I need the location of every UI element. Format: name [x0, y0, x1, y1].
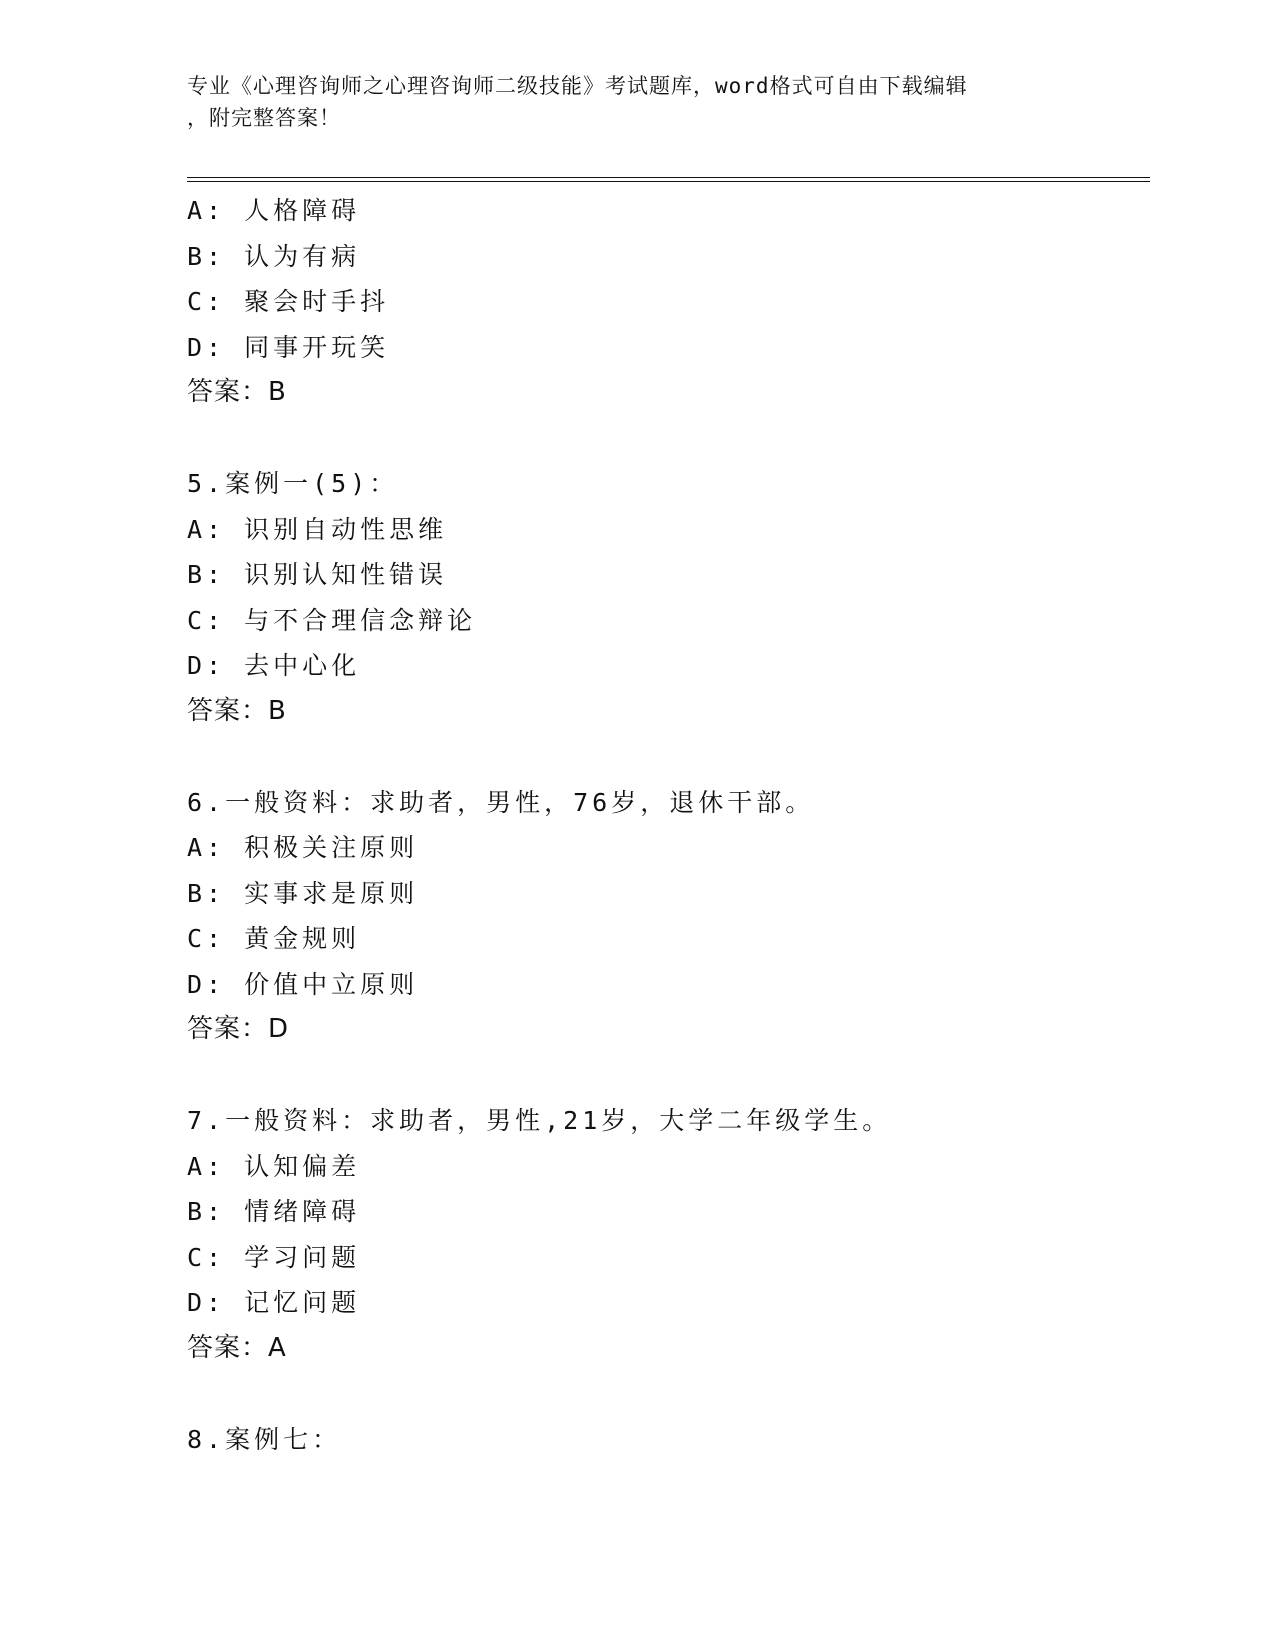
- option-c: C: 聚会时手抖: [187, 287, 390, 316]
- question-list: [187, 188, 1147, 1462]
- question-title: 8.案例七：: [187, 1424, 342, 1454]
- question-title: 6.一般资料：求助者，男性，76岁，退休干部。: [187, 787, 815, 817]
- option-a: A: 识别自动性思维: [187, 514, 448, 544]
- question-block-4: [187, 188, 1147, 416]
- option-c: C: 黄金规则: [187, 924, 361, 953]
- option-b: B: 实事求是原则: [187, 878, 419, 908]
- question-block-5: [187, 461, 1147, 734]
- option-d: D: 价值中立原则: [187, 969, 419, 999]
- answer-line: 答案：D: [187, 1014, 290, 1044]
- option-a: A: 人格障碍: [187, 196, 361, 225]
- document-header: [187, 70, 1067, 134]
- option-a: A: 积极关注原则: [187, 833, 419, 862]
- option-b: B: 识别认知性错误: [187, 560, 448, 589]
- question-title: 5.案例一(5)：: [187, 469, 399, 498]
- question-block-7: [187, 1098, 1147, 1371]
- header-divider-bottom: [187, 181, 1150, 182]
- option-b: B: 情绪障碍: [187, 1197, 361, 1226]
- option-c: C: 与不合理信念辩论: [187, 605, 477, 635]
- question-block-6: [187, 780, 1147, 1053]
- question-title: 7.一般资料：求助者，男性,21岁，大学二年级学生。: [187, 1106, 892, 1135]
- header-line-2: ，附完整答案！: [187, 106, 341, 130]
- option-d: D: 同事开玩笑: [187, 332, 390, 362]
- question-block-8: [187, 1417, 1147, 1463]
- answer-line: 答案：B: [187, 377, 287, 407]
- option-d: D: 记忆问题: [187, 1288, 361, 1317]
- header-line-1: 专业《心理咨询师之心理咨询师二级技能》考试题库，word格式可自由下载编辑: [187, 74, 968, 98]
- answer-line: 答案：A: [187, 1332, 287, 1363]
- option-d: D: 去中心化: [187, 651, 361, 680]
- option-a: A: 认知偏差: [187, 1151, 361, 1181]
- header-divider-top: [187, 177, 1150, 178]
- answer-line: 答案：B: [187, 695, 287, 726]
- option-b: B: 认为有病: [187, 241, 361, 271]
- option-c: C: 学习问题: [187, 1242, 361, 1272]
